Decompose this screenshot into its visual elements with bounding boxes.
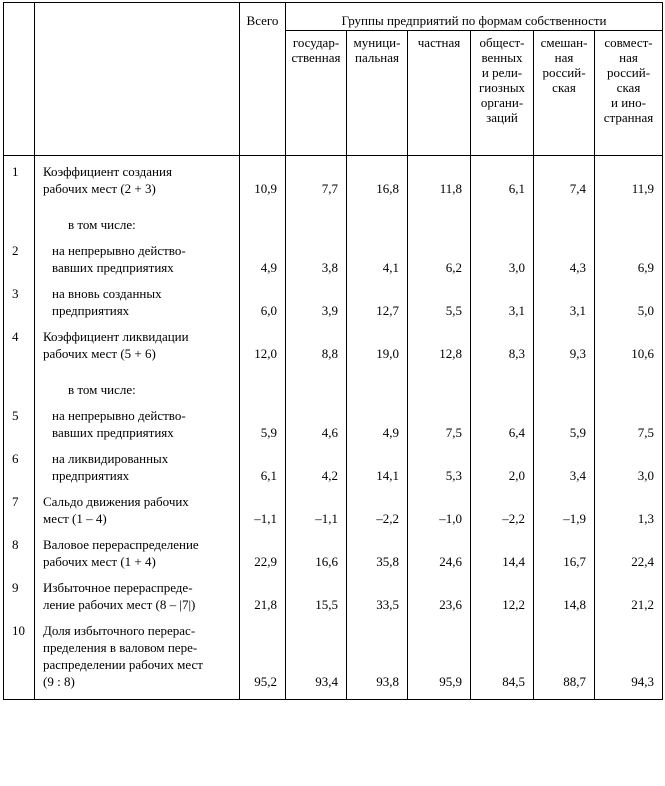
row-number: 8 [4, 536, 35, 579]
row-label [35, 156, 240, 207]
table-row [4, 156, 663, 207]
value-cell: 6,2 [408, 242, 471, 285]
table-row [4, 285, 663, 328]
header-column-line: и ино- [611, 95, 646, 110]
value-cell: 3,0 [471, 242, 534, 285]
value-cell: –1,0 [408, 493, 471, 536]
value-cell: 22,9 [240, 536, 286, 579]
value-cell: 12,8 [408, 328, 471, 371]
table-row [4, 407, 663, 450]
value-cell: 95,2 [240, 622, 286, 700]
row-label-line: пределения в валовом пере- [43, 640, 198, 655]
row-label-line: в том числе: [68, 382, 136, 397]
value-cell: 4,6 [286, 407, 347, 450]
header-column-private [408, 31, 471, 156]
value-cell: –2,2 [471, 493, 534, 536]
value-cell: 3,1 [471, 285, 534, 328]
value-cell [347, 371, 408, 407]
header-column-line: ская [552, 80, 576, 95]
table-row [4, 206, 663, 242]
header-column-state [286, 31, 347, 156]
header-column-line: общест- [479, 35, 525, 50]
value-cell: 21,2 [595, 579, 663, 622]
row-number [4, 206, 35, 242]
value-cell: 35,8 [347, 536, 408, 579]
row-number: 1 [4, 156, 35, 207]
row-label-line: Доля избыточного перерас- [43, 623, 196, 638]
header-column-line: совмест- [604, 35, 653, 50]
header-column-line: и рели- [481, 65, 523, 80]
row-label-line: (9 : 8) [43, 674, 75, 689]
value-cell: 23,6 [408, 579, 471, 622]
value-cell: 6,9 [595, 242, 663, 285]
value-cell: 14,8 [534, 579, 595, 622]
value-cell: 9,3 [534, 328, 595, 371]
value-cell: 4,2 [286, 450, 347, 493]
value-cell: 6,1 [240, 450, 286, 493]
value-cell: 5,5 [408, 285, 471, 328]
value-cell: 7,7 [286, 156, 347, 207]
value-cell: 1,3 [595, 493, 663, 536]
value-cell: 5,0 [595, 285, 663, 328]
value-cell: 7,5 [408, 407, 471, 450]
value-cell: 7,4 [534, 156, 595, 207]
value-cell: 84,5 [471, 622, 534, 700]
table-row [4, 622, 663, 700]
header-column-line: частная [417, 35, 461, 50]
value-cell: 11,8 [408, 156, 471, 207]
row-number: 3 [4, 285, 35, 328]
header-column-line: россий- [542, 65, 586, 80]
row-number: 10 [4, 622, 35, 700]
header-column-line: гиозных [478, 80, 526, 95]
header-column-line: ная [619, 50, 638, 65]
header-column-line: ственная [291, 50, 341, 65]
value-cell: 2,0 [471, 450, 534, 493]
value-cell [347, 206, 408, 242]
value-cell: 6,1 [471, 156, 534, 207]
table-row [4, 450, 663, 493]
value-cell: 22,4 [595, 536, 663, 579]
value-cell [471, 371, 534, 407]
value-cell: –1,9 [534, 493, 595, 536]
row-number: 6 [4, 450, 35, 493]
row-label-line: на непрерывно действо- [52, 243, 186, 258]
row-label [35, 536, 240, 579]
table-row [4, 371, 663, 407]
value-cell [534, 371, 595, 407]
value-cell: –1,1 [240, 493, 286, 536]
row-label-line: распределении рабочих мест [43, 657, 203, 672]
table-row [4, 579, 663, 622]
value-cell: 19,0 [347, 328, 408, 371]
value-cell: 21,8 [240, 579, 286, 622]
row-number [4, 371, 35, 407]
row-number: 4 [4, 328, 35, 371]
value-cell [408, 206, 471, 242]
value-cell: 88,7 [534, 622, 595, 700]
value-cell: 12,2 [471, 579, 534, 622]
value-cell: 12,0 [240, 328, 286, 371]
header-column-line: муници- [353, 35, 401, 50]
header-row-number-cell [4, 3, 35, 156]
row-number: 9 [4, 579, 35, 622]
row-label [35, 622, 240, 700]
row-label-line: на непрерывно действо- [52, 408, 186, 423]
row-label-line: ление рабочих мест (8 – |7|) [43, 597, 196, 612]
value-cell [240, 371, 286, 407]
table-row [4, 536, 663, 579]
row-label [35, 493, 240, 536]
row-label [35, 285, 240, 328]
header-column-line: ная [554, 50, 574, 65]
value-cell: 4,1 [347, 242, 408, 285]
value-cell: 10,9 [240, 156, 286, 207]
value-cell: 4,9 [347, 407, 408, 450]
header-column-line: венных [481, 50, 523, 65]
row-label [35, 242, 240, 285]
row-label [35, 206, 240, 242]
value-cell: 93,8 [347, 622, 408, 700]
row-label-line: рабочих мест (1 + 4) [43, 554, 156, 569]
value-cell: 16,8 [347, 156, 408, 207]
header-column-municipal [347, 31, 408, 156]
header-total: Всего [240, 3, 286, 156]
row-label-line: рабочих мест (2 + 3) [43, 181, 156, 196]
value-cell [471, 206, 534, 242]
value-cell [595, 371, 663, 407]
row-label [35, 371, 240, 407]
header-column-line: пальная [355, 50, 399, 65]
value-cell: 15,5 [286, 579, 347, 622]
table-row [4, 242, 663, 285]
header-column-mixed-russian [534, 31, 595, 156]
row-label [35, 450, 240, 493]
value-cell: 3,9 [286, 285, 347, 328]
value-cell: 5,9 [240, 407, 286, 450]
table-row [4, 328, 663, 371]
row-label-line: предприятиях [52, 468, 130, 483]
row-label [35, 579, 240, 622]
header-column-line: россий- [606, 65, 651, 80]
row-label [35, 407, 240, 450]
header-column-line: ская [616, 80, 641, 95]
row-label-line: Коэффициент ликвидации [43, 329, 189, 344]
value-cell: 4,9 [240, 242, 286, 285]
value-cell: 6,0 [240, 285, 286, 328]
row-label-line: Сальдо движения рабочих [43, 494, 189, 509]
row-number: 2 [4, 242, 35, 285]
workplace-coefficients-table [3, 2, 663, 700]
value-cell: 94,3 [595, 622, 663, 700]
value-cell [286, 371, 347, 407]
header-column-line: странная [603, 110, 654, 125]
row-label-line: в том числе: [68, 217, 136, 232]
row-label-line: на ликвидированных [52, 451, 169, 466]
value-cell: 3,0 [595, 450, 663, 493]
value-cell: 33,5 [347, 579, 408, 622]
value-cell: 8,3 [471, 328, 534, 371]
row-label-line: мест (1 – 4) [43, 511, 107, 526]
value-cell: 3,8 [286, 242, 347, 285]
row-label [35, 328, 240, 371]
value-cell: 3,1 [534, 285, 595, 328]
row-label-line: рабочих мест (5 + 6) [43, 346, 156, 361]
header-column-line: органи- [480, 95, 524, 110]
value-cell: 3,4 [534, 450, 595, 493]
value-cell: 12,7 [347, 285, 408, 328]
table-row [4, 493, 663, 536]
value-cell: –1,1 [286, 493, 347, 536]
value-cell [595, 206, 663, 242]
row-number: 5 [4, 407, 35, 450]
row-label-line: вавших предприятиях [52, 260, 174, 275]
value-cell: 14,1 [347, 450, 408, 493]
value-cell: 16,7 [534, 536, 595, 579]
header-ownership-groups: Группы предприятий по формам собственности [286, 3, 663, 31]
value-cell [534, 206, 595, 242]
row-label-line: Избыточное перераспреде- [43, 580, 193, 595]
row-number: 7 [4, 493, 35, 536]
header-column-public-religious [471, 31, 534, 156]
row-label-line: на вновь созданных [52, 286, 162, 301]
header-column-line: смешан- [540, 35, 588, 50]
value-cell: 95,9 [408, 622, 471, 700]
header-column-joint-foreign [595, 31, 663, 156]
header-column-line: заций [486, 110, 518, 125]
header-column-line: государ- [292, 35, 340, 50]
value-cell: 24,6 [408, 536, 471, 579]
row-label-line: вавших предприятиях [52, 425, 174, 440]
row-label-line: Коэффициент создания [43, 164, 172, 179]
value-cell: 11,9 [595, 156, 663, 207]
value-cell: 93,4 [286, 622, 347, 700]
row-label-line: Валовое перераспределение [43, 537, 199, 552]
header-indicator-cell [35, 3, 240, 156]
value-cell [240, 206, 286, 242]
value-cell: 4,3 [534, 242, 595, 285]
value-cell: 6,4 [471, 407, 534, 450]
value-cell: –2,2 [347, 493, 408, 536]
value-cell [286, 206, 347, 242]
value-cell: 7,5 [595, 407, 663, 450]
value-cell: 5,3 [408, 450, 471, 493]
value-cell: 10,6 [595, 328, 663, 371]
value-cell: 14,4 [471, 536, 534, 579]
value-cell: 8,8 [286, 328, 347, 371]
row-label-line: предприятиях [52, 303, 130, 318]
value-cell [408, 371, 471, 407]
value-cell: 5,9 [534, 407, 595, 450]
value-cell: 16,6 [286, 536, 347, 579]
